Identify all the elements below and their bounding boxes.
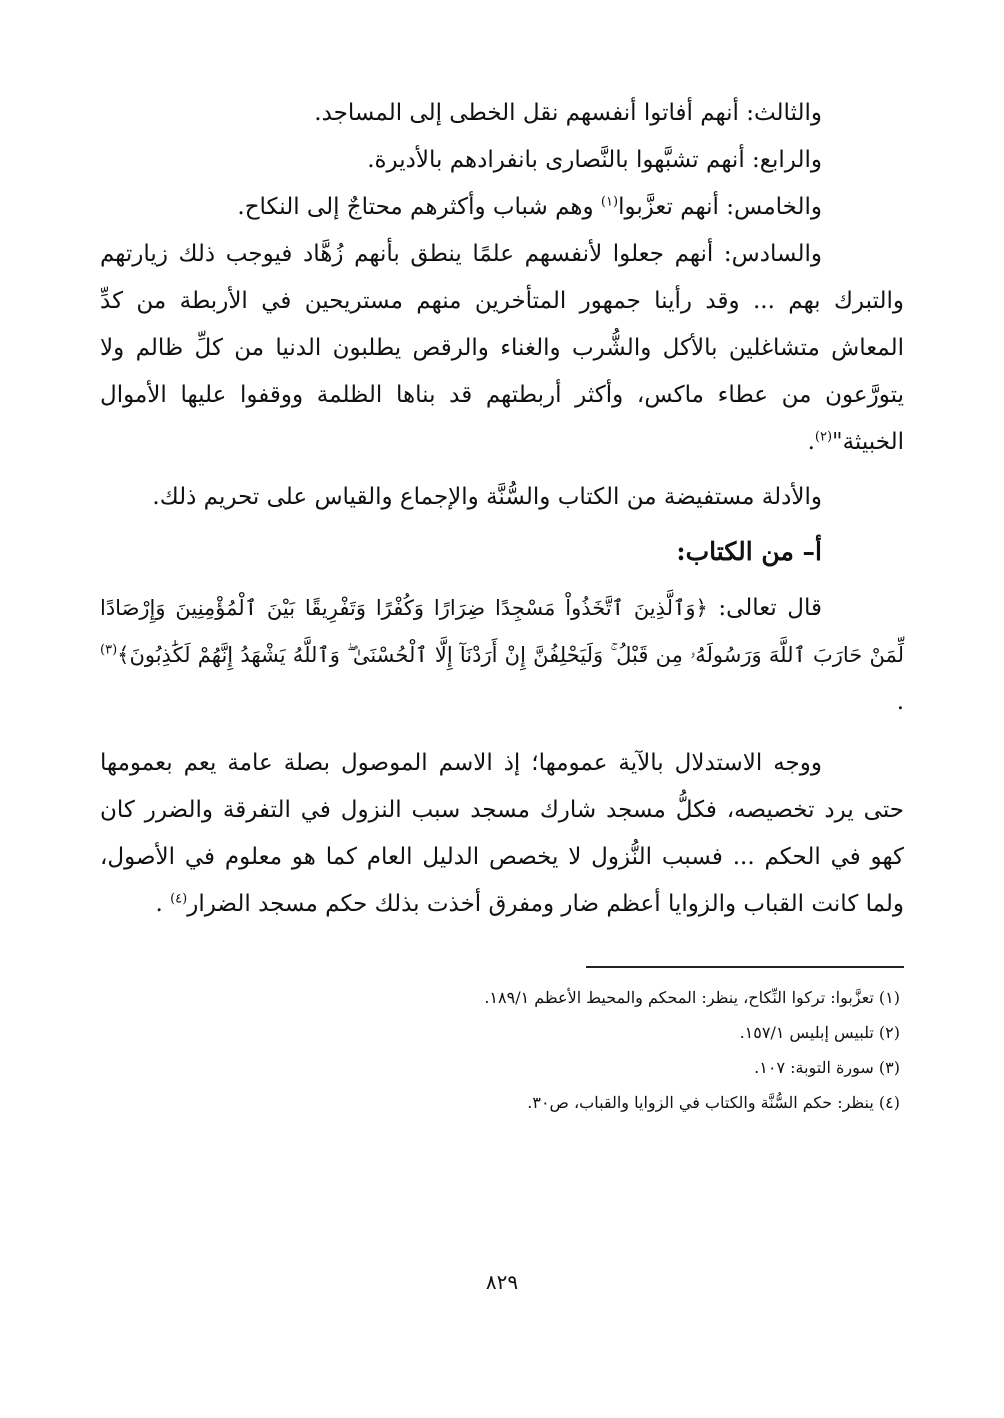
footnote-ref-1[interactable]: (١) (600, 194, 619, 210)
section-heading: أ– من الكتاب: (676, 537, 822, 566)
quran-verse: ﴿وَٱلَّذِينَ ٱتَّخَذُواْ مَسْجِدًا ضِرَارًا وَكُفْرًا وَتَفْرِيقًا بَيْنَ ٱلْمُؤْمِنِينَ وَإِرْصَادًا لِّمَنْ حَارَبَ ٱللَّهَ وَرَسُولَهُۥ مِن قَبْلُ ۚ وَلَيَحْلِفُنَّ إِنْ أَرَدْنَآ إِلَّا ٱلْحُسْنَىٰ ۖ وَٱللَّهُ يَشْهَدُ إِنَّهُمْ لَكَٰذِبُونَ﴾ (100, 596, 904, 667)
paragraph-inference (100, 740, 904, 928)
footnote-3: (٣) سورة التوبة: ١٠٧. (754, 1058, 900, 1077)
footnote-1: (١) تعزَّبوا: تركوا النِّكاح، ينظر: المحكم والمحيط الأعظم ١٨٩/١. (484, 988, 900, 1007)
paragraph-evidence: والأدلة مستفيضة من الكتاب والسُّنَّة والإجماع والقياس على تحريم ذلك. (152, 484, 822, 510)
paragraph-verse (100, 585, 904, 726)
verse-intro: قال تعالى: (707, 595, 822, 621)
paragraph-fifth-text-a: والخامس: أنهم تعزَّبوا (618, 194, 822, 220)
footnote-ref-3[interactable]: (٣) (100, 642, 118, 658)
paragraph-inference-text-b: . (155, 891, 171, 917)
paragraph-sixth-text-b: . (807, 429, 815, 455)
verse-end: . (896, 689, 904, 715)
paragraph-fifth (100, 184, 904, 231)
paragraph-sixth-text-a: والسادس: أنهم جعلوا لأنفسهم علمًا ينطق بأنهم زُهَّاد فيوجب ذلك زيارتهم والتبرك بهم ... وقد رأينا جمهور المتأخرين منهم مستريحين في الأربطة من كدِّ المعاش متشاغلين بالأكل والشُّرب والغناء والرقص يطلبون الدنيا من كلِّ ظالم ولا يتورَّعون من عطاء ماكس، وأكثر أربطتهم قد بناها الظلمة ووقفوا عليها الأموال الخبيثة" (100, 241, 904, 455)
paragraph-fourth: والرابع: أنهم تشبَّهوا بالنَّصارى بانفرادهم بالأديرة. (367, 147, 822, 173)
paragraph-inference-text-a: ووجه الاستدلال بالآية عمومها؛ إذ الاسم الموصول بصلة عامة يعم بعمومها حتى يرد تخصيصه، فكلُّ مسجد شارك مسجد سبب النزول في التفرقة والضرر كان كهو في الحكم ... فسبب النُّزول لا يخصص الدليل العام كما هو معلوم في الأصول، ولما كانت القباب والزوايا أعظم ضار ومفرق أخذت بذلك حكم مسجد الضرار (100, 750, 904, 917)
footnote-4: (٤) ينظر: حكم السُّنَّة والكتاب في الزوايا والقباب، ص٣٠. (527, 1093, 900, 1112)
paragraph-sixth (100, 231, 904, 466)
page-number: ٨٢٩ (485, 1270, 519, 1294)
footnotes-section (100, 980, 904, 1120)
footnote-divider (586, 966, 904, 968)
footnote-ref-2[interactable]: (٢) (814, 429, 833, 445)
footnote-ref-4[interactable]: (٤) (170, 891, 188, 907)
paragraph-third: والثالث: أنهم أفاتوا أنفسهم نقل الخطى إلى المساجد. (314, 100, 822, 126)
page-content (100, 90, 904, 1418)
paragraph-fifth-text-b: وهم شباب وأكثرهم محتاجٌ إلى النكاح. (237, 194, 601, 220)
footnote-2: (٢) تلبيس إبليس ١٥٧/١. (739, 1023, 900, 1042)
